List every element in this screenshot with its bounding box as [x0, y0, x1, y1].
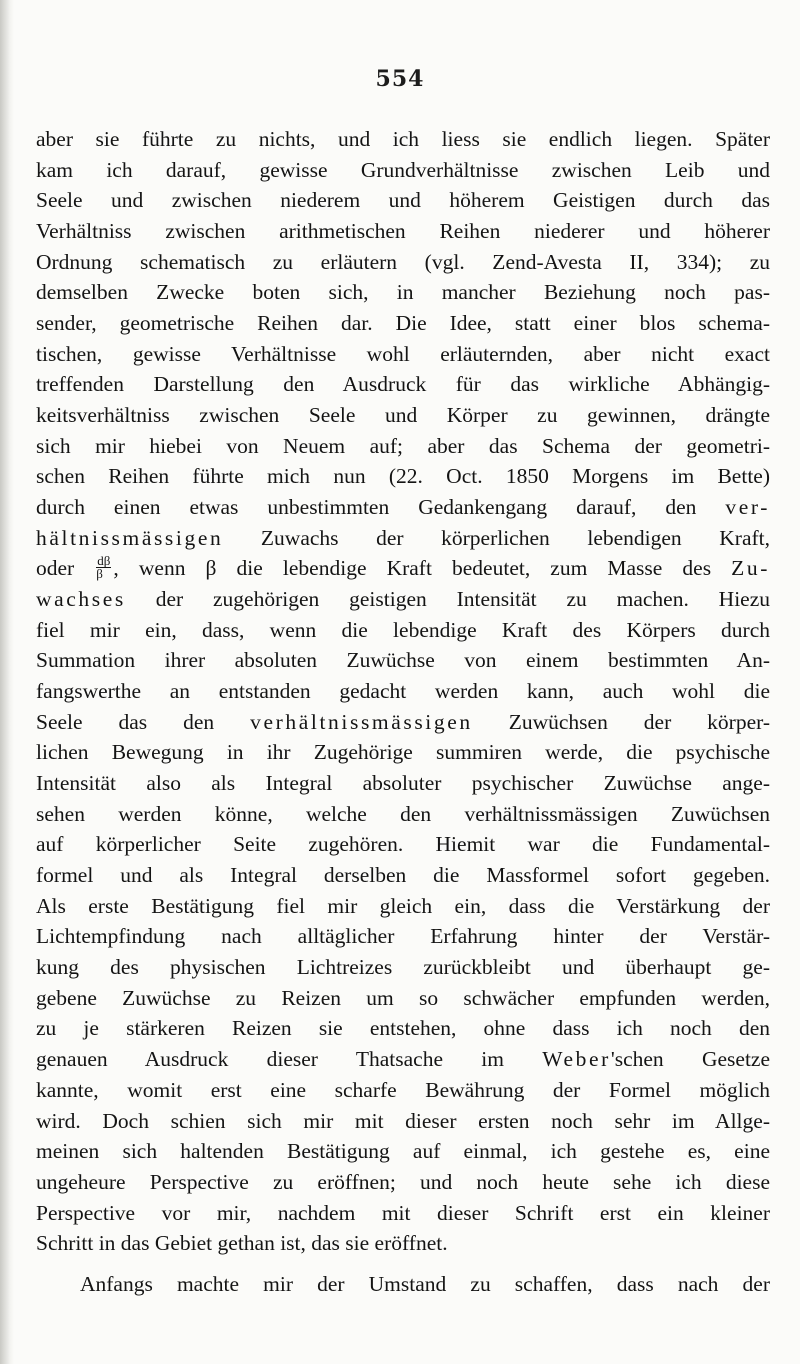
text-line: Ordnung schematisch zu erläutern (vgl. Zend-Avesta II, 334); zu: [36, 249, 770, 274]
text-segment: durch einen etwas unbestimmten Gedankengang darauf, den: [36, 495, 697, 520]
text-segment: , wenn β die lebendige Kraft bedeutet, zum Masse des: [113, 556, 712, 581]
text-line: Lichtempfindung nach alltäglicher Erfahrung hinter der Verstär-: [36, 924, 770, 949]
text-line: ungeheure Perspective zu eröffnen; und noch heute sehe ich diese: [36, 1169, 770, 1194]
text-line: aber sie führte zu nichts, und ich liess sie endlich liegen. Später: [36, 127, 770, 151]
text-line: kannte, womit erst eine scharfe Bewährung der Formel möglich: [36, 1077, 770, 1102]
spaced-emphasis: verhältnissmässigen: [250, 709, 473, 734]
text-line: schen Reihen führte mich nun (22. Oct. 1850 Morgens im Bette): [36, 464, 770, 489]
body-text: [36, 124, 770, 1300]
fraction-denominator: β: [96, 565, 103, 581]
text-line: kam ich darauf, gewisse Grundverhältnisse zwischen Leib und: [36, 157, 770, 182]
paragraph-last-line: Schritt in das Gebiet gethan ist, das sie eröffnet.: [36, 1231, 448, 1256]
page-number: 554: [375, 66, 425, 92]
text-line: [36, 523, 770, 554]
text-segment: Zuwachs der körperlichen lebendigen Kraft,: [260, 525, 770, 550]
page-spine-shadow: [0, 0, 14, 1364]
text-segment: Zuwüchsen der körper-: [508, 709, 770, 734]
text-line: tischen, gewisse Verhältnisse wohl erläuternden, aber nicht exact: [36, 341, 770, 366]
name-emphasis: [542, 1047, 770, 1071]
text-line: sender, geometrische Reihen dar. Die Idee, statt einer blos schema-: [36, 311, 770, 336]
fraction-numerator: dβ: [97, 553, 111, 568]
text-line: wird. Doch schien sich mir mit dieser ersten noch sehr im Allge-: [36, 1108, 770, 1133]
text-line: sehen werden könne, welche den verhältnissmässigen Zuwüchsen: [36, 801, 770, 826]
text-line: meinen sich haltenden Bestätigung auf einmal, ich gestehe es, eine: [36, 1139, 770, 1164]
spaced-emphasis: wachses: [36, 587, 126, 612]
text-segment: 'schen Gesetze: [610, 1047, 770, 1072]
spaced-emphasis: ver-: [725, 495, 770, 520]
text-segment: Seele das den: [36, 709, 215, 734]
text-line: Summation ihrer absoluten Zuwüchse von einem bestimmten An-: [36, 648, 770, 673]
text-line: Als erste Bestätigung fiel mir gleich ein, dass die Verstärkung der: [36, 893, 770, 918]
text-line: [36, 553, 770, 584]
text-segment: genauen Ausdruck dieser Thatsache im: [36, 1047, 504, 1072]
text-line: fiel mir ein, dass, wenn die lebendige Kraft des Körpers durch: [36, 617, 770, 642]
text-line: kung des physischen Lichtreizes zurückbleibt und überhaupt ge-: [36, 955, 770, 980]
spaced-emphasis: Zu-: [731, 556, 770, 581]
text-line: formel und als Integral derselben die Massformel sofort gegeben.: [36, 863, 770, 888]
text-line: zu je stärkeren Reizen sie entstehen, ohne dass ich noch den: [36, 1016, 770, 1041]
spaced-emphasis: Weber: [542, 1047, 611, 1072]
text-line: [36, 707, 770, 738]
text-line: Verhältniss zwischen arithmetischen Reihen niederer und höherer: [36, 219, 770, 244]
text-line: Intensität also als Integral absoluter psychischer Zuwüchse ange-: [36, 771, 770, 796]
text-segment: oder: [36, 556, 75, 581]
paragraph-first-line: Anfangs machte mir der Umstand zu schaffen, dass nach der: [80, 1271, 770, 1296]
text-line: sich mir hiebei von Neuem auf; aber das Schema der geometri-: [36, 433, 770, 458]
fraction-formula: [96, 555, 111, 580]
spaced-emphasis: hältnissmässigen: [36, 525, 224, 550]
text-line: [36, 1044, 770, 1075]
text-line: keitsverhältniss zwischen Seele und Körper zu gewinnen, drängte: [36, 403, 770, 428]
text-line: treffenden Darstellung den Ausdruck für das wirkliche Abhängig-: [36, 372, 770, 397]
text-line: auf körperlicher Seite zugehören. Hiemit war die Fundamental-: [36, 832, 770, 857]
text-line: lichen Bewegung in ihr Zugehörige summiren werde, die psychische: [36, 740, 770, 765]
text-line: Perspective vor mir, nachdem mit dieser Schrift erst ein kleiner: [36, 1200, 770, 1225]
text-line: demselben Zwecke boten sich, in mancher Beziehung noch pas-: [36, 280, 770, 305]
text-line: [36, 584, 770, 615]
text-line: gebene Zuwüchse zu Reizen um so schwächer empfunden werden,: [36, 985, 770, 1010]
text-line: Seele und zwischen niederem und höherem Geistigen durch das: [36, 188, 770, 213]
paragraph-gap: [36, 1259, 770, 1269]
text-line: fangswerthe an entstanden gedacht werden kann, auch wohl die: [36, 679, 770, 704]
text-line: [36, 492, 770, 523]
text-segment: der zugehörigen geistigen Intensität zu machen. Hiezu: [155, 587, 770, 612]
